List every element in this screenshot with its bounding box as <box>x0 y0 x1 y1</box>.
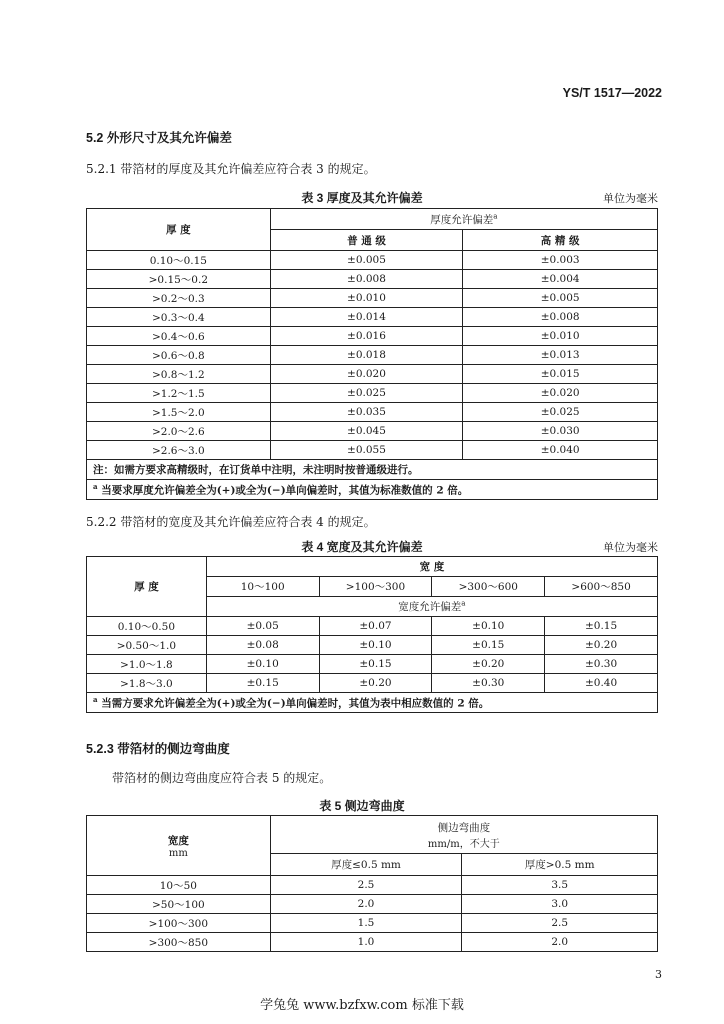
table3-row-cell: >0.2～0.3 <box>87 289 271 308</box>
table4-row-cell: ±0.15 <box>545 617 658 636</box>
table3-row <box>87 403 658 422</box>
table3-row-cell: >1.5～2.0 <box>87 403 271 422</box>
table5-row <box>87 914 658 933</box>
table4-row-cell: ±0.20 <box>432 655 545 674</box>
table3-row-cell: ±0.013 <box>463 346 658 365</box>
table3-head-thickness: 厚 度 <box>87 209 271 251</box>
table5-row-cell: >50～100 <box>87 895 271 914</box>
table3-row-cell: ±0.040 <box>463 441 658 460</box>
table5-row-cell: 2.0 <box>462 933 658 952</box>
table5-row-cell: 2.5 <box>270 876 462 895</box>
table3-row <box>87 441 658 460</box>
table3-row-cell: ±0.008 <box>270 270 463 289</box>
clause-5-2-3-title: 5.2.3 带箔材的侧边弯曲度 <box>86 742 230 756</box>
table4-row <box>87 636 658 655</box>
clause-5-2-1: 5.2.1 带箔材的厚度及其允许偏差应符合表 3 的规定。 <box>86 162 376 176</box>
table3-row-cell: ±0.055 <box>270 441 463 460</box>
table3-row-cell: ±0.010 <box>270 289 463 308</box>
clause-5-2-2: 5.2.2 带箔材的宽度及其允许偏差应符合表 4 的规定。 <box>86 515 376 529</box>
table3-row-cell: >2.0～2.6 <box>87 422 271 441</box>
table3-footnote: $^a$ 当要求厚度允许偏差全为(+)或全为(−)单向偏差时，其值为标准数值的 2 倍。 <box>87 480 658 500</box>
table4-width-range: >100～300 <box>319 577 432 597</box>
table5-head-bow: 侧边弯曲度 mm/m，不大于 <box>270 816 657 854</box>
table4-row-cell: ±0.40 <box>545 674 658 693</box>
table3-row <box>87 346 658 365</box>
table3-row-cell: ±0.014 <box>270 308 463 327</box>
table3-row-cell: >2.6～3.0 <box>87 441 271 460</box>
table3-row <box>87 365 658 384</box>
table5 <box>86 815 658 952</box>
table5-head-width: 宽度 mm <box>87 816 271 876</box>
table4-row-cell: ±0.07 <box>319 617 432 636</box>
footer-watermark: 学兔兔 www.bzfxw.com 标准下载 <box>260 998 464 1013</box>
table3-row-cell: ±0.004 <box>463 270 658 289</box>
table3-row <box>87 270 658 289</box>
table3-note: 注：如需方要求高精级时，在订货单中注明，未注明时按普通级进行。 <box>87 460 658 480</box>
table5-row-cell: 1.5 <box>270 914 462 933</box>
table4-width-range: >600～850 <box>545 577 658 597</box>
clause-5-2-3-text: 带箔材的侧边弯曲度应符合表 5 的规定。 <box>112 771 332 785</box>
table3-row <box>87 327 658 346</box>
table5-row-cell: >300～850 <box>87 933 271 952</box>
table4-row-cell: 0.10～0.50 <box>87 617 207 636</box>
table4-row-cell: ±0.10 <box>432 617 545 636</box>
table4-row-cell: ±0.10 <box>319 636 432 655</box>
table5-head-thick: 厚度>0.5 mm <box>462 854 658 876</box>
table3-row-cell: >0.15～0.2 <box>87 270 271 289</box>
table4-row-cell: ±0.20 <box>319 674 432 693</box>
table3-row-cell: ±0.035 <box>270 403 463 422</box>
table3-row-cell: ±0.020 <box>270 365 463 384</box>
table3-row <box>87 422 658 441</box>
table3-row-cell: ±0.020 <box>463 384 658 403</box>
table3-row-cell: ±0.015 <box>463 365 658 384</box>
table4 <box>86 556 658 713</box>
table4-row-cell: >1.8～3.0 <box>87 674 207 693</box>
table3-row-cell: >0.3～0.4 <box>87 308 271 327</box>
table4-row-cell: ±0.08 <box>206 636 319 655</box>
table3-row-cell: ±0.030 <box>463 422 658 441</box>
table4-width-range: >300～600 <box>432 577 545 597</box>
table3-row <box>87 308 658 327</box>
table5-row-cell: >100～300 <box>87 914 271 933</box>
table3-row-cell: >0.4～0.6 <box>87 327 271 346</box>
table3-row-cell: ±0.025 <box>463 403 658 422</box>
table4-row-cell: >1.0～1.8 <box>87 655 207 674</box>
table4-row <box>87 655 658 674</box>
table4-row-cell: >0.50～1.0 <box>87 636 207 655</box>
table4-head-tolerance: 宽度允许偏差$^a$ <box>206 597 657 617</box>
table5-row <box>87 876 658 895</box>
table4-row <box>87 674 658 693</box>
table3-row-cell: ±0.045 <box>270 422 463 441</box>
table3-row-cell: >1.2～1.5 <box>87 384 271 403</box>
table3-row-cell: ±0.003 <box>463 251 658 270</box>
table5-row-cell: 3.5 <box>462 876 658 895</box>
table4-row-cell: ±0.15 <box>206 674 319 693</box>
table5-head-thin: 厚度≤0.5 mm <box>270 854 462 876</box>
table5-row <box>87 895 658 914</box>
table5-row <box>87 933 658 952</box>
table5-row-cell: 1.0 <box>270 933 462 952</box>
table4-width-range: 10～100 <box>206 577 319 597</box>
table4-caption: 表 4 宽度及其允许偏差 <box>301 540 423 554</box>
table5-row-cell: 2.5 <box>462 914 658 933</box>
table3 <box>86 208 658 500</box>
table3-row-cell: 0.10～0.15 <box>87 251 271 270</box>
table3-head-tolerance: 厚度允许偏差$^a$ <box>270 209 657 230</box>
table3-row <box>87 289 658 308</box>
page-number: 3 <box>655 968 662 981</box>
table4-row-cell: ±0.15 <box>432 636 545 655</box>
table3-row-cell: >0.6～0.8 <box>87 346 271 365</box>
table4-row-cell: ±0.10 <box>206 655 319 674</box>
table3-row <box>87 251 658 270</box>
table4-row-cell: ±0.20 <box>545 636 658 655</box>
table4-unit: 单位为毫米 <box>603 541 658 554</box>
table4-row <box>87 617 658 636</box>
table3-row-cell: ±0.010 <box>463 327 658 346</box>
table3-row-cell: >0.8～1.2 <box>87 365 271 384</box>
table3-row-cell: ±0.016 <box>270 327 463 346</box>
table3-row-cell: ±0.005 <box>463 289 658 308</box>
table4-row-cell: ±0.15 <box>319 655 432 674</box>
table5-row-cell: 3.0 <box>462 895 658 914</box>
standard-code: YS/T 1517—2022 <box>562 86 662 100</box>
table4-head-width: 宽 度 <box>206 557 657 577</box>
section-heading-5-2: 5.2 外形尺寸及其允许偏差 <box>86 131 232 145</box>
table5-caption: 表 5 侧边弯曲度 <box>319 799 405 813</box>
table3-head-high: 高 精 级 <box>463 230 658 251</box>
table3-row-cell: ±0.018 <box>270 346 463 365</box>
table4-row-cell: ±0.30 <box>545 655 658 674</box>
table4-row-cell: ±0.30 <box>432 674 545 693</box>
table5-row-cell: 10～50 <box>87 876 271 895</box>
table4-row-cell: ±0.05 <box>206 617 319 636</box>
table3-head-normal: 普 通 级 <box>270 230 463 251</box>
table3-row-cell: ±0.008 <box>463 308 658 327</box>
table3-row-cell: ±0.005 <box>270 251 463 270</box>
table3-unit: 单位为毫米 <box>603 192 658 205</box>
table4-footnote: $^a$ 当需方要求允许偏差全为(+)或全为(−)单向偏差时，其值为表中相应数值的 2 倍。 <box>87 693 658 713</box>
table3-caption: 表 3 厚度及其允许偏差 <box>301 191 423 205</box>
table4-head-thickness: 厚 度 <box>87 557 207 617</box>
table3-row <box>87 384 658 403</box>
table3-row-cell: ±0.025 <box>270 384 463 403</box>
table5-row-cell: 2.0 <box>270 895 462 914</box>
